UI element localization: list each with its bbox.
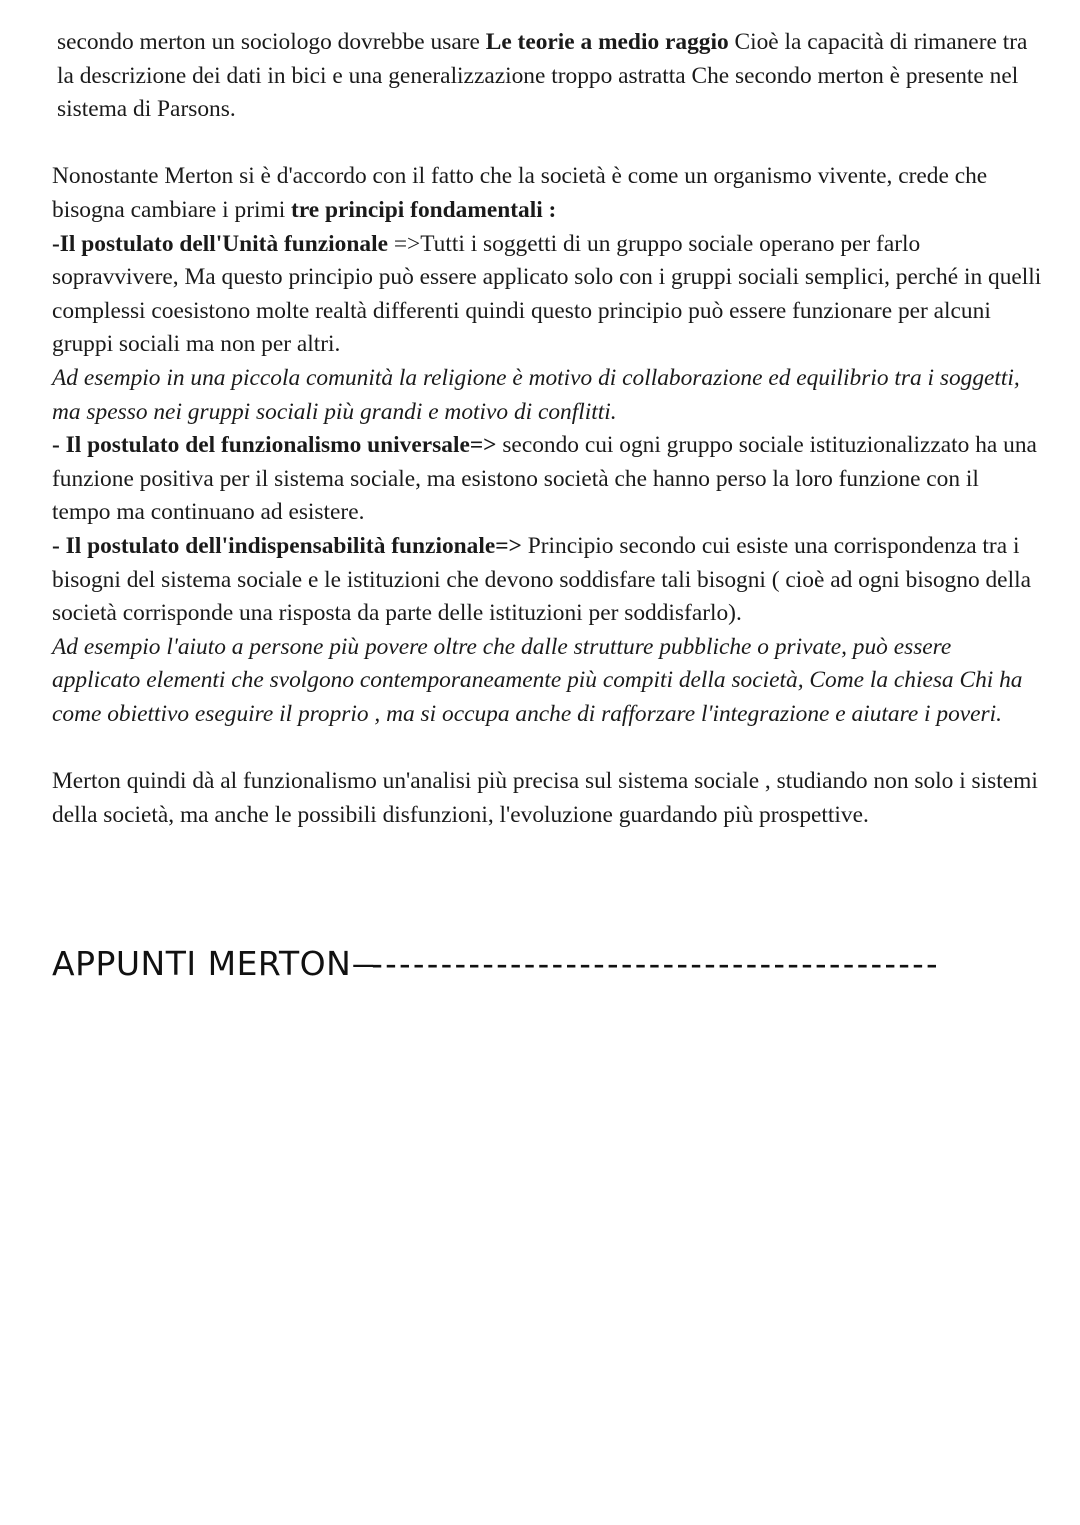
intro-paragraph bbox=[52, 26, 1042, 127]
postulate-universal-title: - Il postulato del funzionalismo universale=> bbox=[52, 432, 497, 459]
postulate-unity-paragraph bbox=[52, 228, 1042, 362]
paragraph-spacer bbox=[52, 127, 1042, 161]
postulate-indispensability-example: Ad esempio l'aiuto a persone più povere oltre che dalle strutture pubbliche o private, può essere applicato elementi che svolgono contemporaneamente più compiti della società, Come la chiesa Chi ha come obiettivo eseguire il proprio , ma si occupa anche di rafforzare l'integrazione e aiutare i poveri. bbox=[52, 633, 1023, 727]
notes-heading-title: APPUNTI MERTON bbox=[52, 943, 352, 983]
notes-heading bbox=[52, 938, 1042, 988]
postulate-indispensability-title: - Il postulato dell'indispensabilità funzionale=> bbox=[52, 532, 522, 559]
notes-heading-dashes: —----------------------------------------- bbox=[353, 943, 936, 983]
postulate-indispensability-text: Principio secondo cui esiste una corrispondenza tra i bisogni del sistema sociale e le istituzioni che devono soddisfare tali bisogni ( cioè ad ogni bisogno della società corrisponde una risposta da parte delle istituzioni per soddisfarlo). bbox=[52, 532, 1031, 627]
postulate-universal-text: secondo cui ogni gruppo sociale istituzionalizzato ha una funzione positiva per il sistema sociale, ma esistono società che hanno perso la loro funzione con il tempo ma continuano ad esistere. bbox=[52, 432, 1037, 526]
paragraph-spacer bbox=[52, 731, 1042, 765]
postulate-unity-text: =>Tutti i soggetti di un gruppo sociale operano per farlo sopravvivere, Ma questo principio può essere applicato solo con i gruppi sociali semplici, perché in quelli complessi coesistono molte realtà differenti quindi questo principio può essere funzionare per alcuni gruppi sociali ma non per altri. bbox=[52, 230, 1042, 358]
conclusion-paragraph: Merton quindi dà al funzionalismo un'analisi più precisa sul sistema sociale , studiando non solo i sistemi della società, ma anche le possibili disfunzioni, l'evoluzione guardando più prospettive. bbox=[52, 768, 1038, 828]
intro-bold-term: Le teorie a medio raggio bbox=[485, 29, 729, 55]
postulate-universal-paragraph bbox=[52, 429, 1042, 530]
postulate-unity-title: -Il postulato dell'Unità funzionale bbox=[52, 230, 388, 257]
intro-text-pre: secondo merton un sociologo dovrebbe usare bbox=[57, 29, 486, 55]
principles-intro-bold: tre principi fondamentali : bbox=[291, 196, 557, 223]
document-body bbox=[52, 26, 1042, 832]
principles-intro-text: Nonostante Merton si è d'accordo con il fatto che la società è come un organismo vivente, crede che bisogna cambiare i primi bbox=[52, 163, 988, 223]
postulate-indispensability-paragraph bbox=[52, 530, 1042, 631]
principles-intro-paragraph bbox=[52, 160, 1042, 227]
intro-text-post: Cioè la capacità di rimanere tra la descrizione dei dati in bici e una generalizzazione troppo astratta Che secondo merton è presente nel sistema di Parsons. bbox=[57, 29, 1028, 123]
postulate-unity-example: Ad esempio in una piccola comunità la religione è motivo di collaborazione ed equilibrio tra i soggetti, ma spesso nei gruppi sociali più grandi e motivo di conflitti. bbox=[52, 364, 1020, 425]
